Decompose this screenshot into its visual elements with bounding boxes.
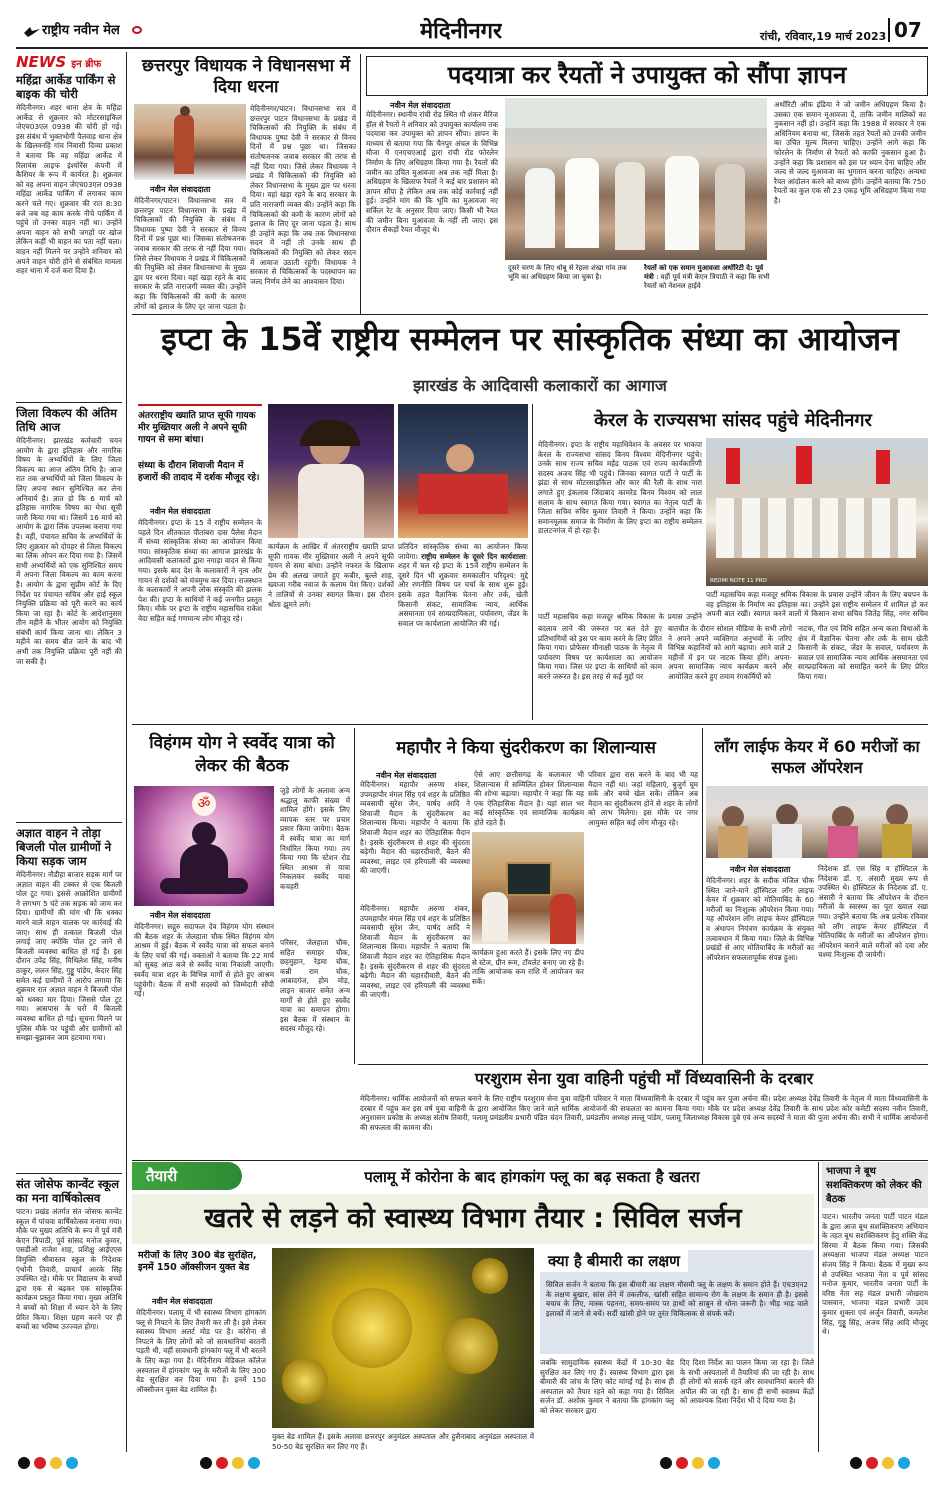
padyatra-byline: नवीन मेल संवाददाता [390, 101, 451, 110]
brief-label: इन ब्रीफ [71, 59, 102, 70]
ipta-body-2: कार्यक्रम के आखिर में अंतरराष्ट्रीय ख्याति प्राप्त सूफी गायक मीर मुख्तियार अली ने अपने सूफी गायन से समा बांधा। उन्होंने नफरत के खिलाफ प्रेम की अलख जगाते हुए कबीर, बुल्ले शाह, ख्वाजा गरीब नवाज के कलाम पेश किए। दर्शकों ने तालियों से उनका स्वागत किया। इस दौरान श्रोता झूमने लगे। [268, 542, 394, 609]
ipta-pull-1: अंतरराष्ट्रीय ख्याति प्राप्त सूफी गायक मीर मुख्तियार अली ने अपने सूफी गायन से समा बांधा। [138, 411, 256, 445]
ipta-body-1: मेदिनीनगर। इप्टा के 15 वें राष्ट्रीय सम्मेलन के पहले दिन शीतकाल पीतांबरा दास पैलेस मैदान में संध्या सांस्कृतिक संध्या का आयोजन किया गया। सांस्कृतिक संध्या का आगाज झारखंड के आदिवासी कलाकारों द्वारा नगाड़ा वादन से किया गया। इसके बाद देश के कलाकारों ने नृत्य और गायन से दर्शकों को मंत्रमुग्ध कर दिया। राजस्थान के कलाकारों ने अपनी लोक संस्कृति की झलक पेश की। इप्टा के साथियों ने कई जनगीत प्रस्तुत किए। मौके पर इप्टा के राष्ट्रीय महासचिव राकेश वेदा सहित कई गणमान्य लोग मौजूद रहे। [138, 518, 262, 623]
vihangam-body-bottom: परिसर, जेलहाता चौक, सहित समाहर चौक, छहमुहान, रेड़मा चौक, कन्नी राम चौक, आबादगंज, होम मोड़, लाइन बाजार समेत अन्य मार्गों से होते हुए स्वर्वेद यात्रा का समापन होगा। इस बैठक में संस्थान के सदस्य मौजूद रहे। [280, 938, 350, 1034]
vihangam-byline: नवीन मेल संवाददाता [150, 911, 211, 920]
foundation-stone-photo [472, 832, 584, 944]
padyatra-caption: दूसरे चरण के लिए धोबू से रेहला शंखा गांव तक भूमि का अधिग्रहण किया जा चुका है। [508, 264, 627, 281]
header-divider-icon [132, 26, 142, 34]
news-label: NEWS [16, 53, 67, 71]
corona-ribbon [132, 1162, 242, 1190]
corona-col-2: दिए दिशा निर्देश का पालन किया जा रहा है। जिले के सभी अस्पतालों में तैयारियां की जा रही है। साथ ही लोगों को सतर्क रहने और सावधानियां बरतने की अपील की जा रही है। साथ ही सभी स्वास्थ्य केंद्रों को आवश्यक दिशा निर्देश भी दे दिया गया है। [680, 1358, 814, 1406]
registration-mark-icon [898, 1457, 910, 1469]
mahapaur-headline: महापौर ने किया सुंदरीकरण का शिलान्यास [396, 738, 656, 758]
masthead [0, 0, 945, 48]
corona-pull: मरीजों के लिए 300 बेड सुरक्षित, इनमें 150 ऑक्सीजन युक्त बेड [138, 1250, 257, 1273]
mp-welcome-rally-photo [706, 438, 928, 586]
registration-mark-icon [692, 1457, 704, 1469]
registration-mark-icon [708, 1457, 720, 1469]
corona-headline-band [132, 1194, 814, 1244]
virus-illustration [272, 1248, 534, 1428]
kerala-col-2: बातचीत के दौरान सोशल मीडिया के सभी लोगों ने अपने अपने व्यक्तिगत अनुभवों के जरिए विभिन्न कहानियों को आगे बढ़ाया। आने वाले 2 महीनों में इन पर नाटक किया होंगे। अपना-अपना सामाजिक न्याय कार्यक्रम करने और आयोजित करने हुए तमाम रंगकर्मियों को [668, 624, 792, 681]
registration-mark-icon [216, 1457, 228, 1469]
symptoms-box-body: सिविल सर्जन ने बताया कि इस बीमारी का लक्षण मौसमी फ्लू के लक्षण के समान होते हैं। एच3एन2 के लक्षण बुखार, सांस लेने में तकलीफ, खांसी सहित सामान्य रोग के लक्षण के समान ही है। इससे बचाव के लिए, मास्क पहनना, समय-समय पर हाथों को साबुन से धोना जरूरी है। भीड़ भाड़ वाले इलाकों में जाने से बचें। सर्दी खांसी होने पर तुरंत चिकित्सक से संपर्क करें। [546, 1280, 808, 1318]
brief-headline: जिला विकल्प की अंतिम तिथि आज [16, 406, 117, 434]
registration-mark-icon [232, 1457, 244, 1469]
padyatra-headline-box [366, 56, 928, 96]
paper-name: राष्ट्रीय नवीन मेल [42, 23, 120, 38]
padyatra-body-right: अथॉरिटी ऑफ इंडिया ने जो जमीन अधिग्रहण किया है। उसका एक समान मुआवजा दें, ताकि जमीन मालिकों का नुकसान नहीं हो। उन्होंने कहा कि 1988 में सरकार ने एक अधिनियम बनाया था, जिसके तहत रैयतों को उनकी जमीन का उचित मूल्य मिलना चाहिए। उन्होंने आगे कहा कि फोरलेन के निर्माण से रैयतों को काफी नुकसान हुआ है। उन्होंने कहा कि प्रशासन को इस पर ध्यान देना चाहिए और जल्द से जल्द मुआवजा का भुगतान करना चाहिए। अन्यथा रैयत आंदोलन करने को बाध्य होंगे। उन्होंने बताया कि 750 रैयतों का कुल एक सौ 23 एकड़ भूमि अधिग्रहण किया गया है। [774, 100, 926, 205]
registration-mark-icon [850, 1457, 862, 1469]
brief-body: मेदिनीनगर। शहर थाना क्षेत्र के महिंद्रा आर्केड से शुक्रवार को मोटरसाइकिल जेएच03एल 0938 की चोरी हो गई। इस संबंध में भुक्तभोगी पैलवाड़ थाना क्षेत्र के खिलवनहि गांव निवासी दिव्या प्रकाश ने बताया कि वह महिंद्रा आर्केड में रिलायंस लाइफ इंश्योरेंस कंपनी में कैशियर के रूप में कार्यरत है। शुक्रवार को वह अपना वाहन जेएच03एल 0938 महिंद्रा आर्केड पार्किंग में लगाकर काम करने चले गए। शुक्रवार की रात 8:30 बजे जब वह काम करके नीचे पार्किंग में पहुंचे तो उनका वाहन नहीं था। उन्होंने अपना वाहन को सभी जगहों पर खोज लेकिन कहीं भी वाहन का पता नहीं चला। वाहन नहीं मिलने पर उन्होंने शनिवार को अपने वाहन चोरी होने से संबंधित मामला शहर थाना में दर्ज करा दिया है। [16, 103, 122, 276]
vihangam-body-right: जुड़े लोगों के अलावा अन्य श्रद्धालु काफी संख्या में शामिल होंगे। इसके लिए व्यापक स्तर पर प्रचार प्रसार किया जायेगा। बैठक में स्वर्वेद यात्रा का मार्ग निर्धारित किया गया। तय किया गया कि स्टेशन रोड स्थित आश्रम से यात्रा निकलकर स्वर्वेद यात्रा कचहरी [280, 786, 350, 891]
ipta-byline: नवीन मेल संवाददाता [150, 507, 211, 516]
registration-mark-icon [34, 1457, 46, 1469]
registration-mark-icon [66, 1457, 78, 1469]
dateline: रांची, रविवार,19 मार्च 2023 [760, 30, 887, 43]
registration-mark-icon [882, 1457, 894, 1469]
corona-kicker: पलामू में कोरोना के बाद हांगकांग फ्लू का बढ़ सकता है खतरा [364, 1168, 700, 1186]
long-life-body-right: निदेशक डॉ. एस सिंह व हॉस्पिटल के निदेशक डॉ. ए. अंसारी मुख्य रूप से उपस्थित थे। हॉस्पिटल के निदेशक डॉ. ए. अंसारी ने बताया कि ऑपरेशन के दौरान मरीजों के स्वास्थ्य का पूरा ख्याल रखा गया। उन्होंने बताया कि अब प्रत्येक रविवार को लॉंग लाइफ केयर हॉस्पिटल में मोतियाबिंद के मरीजों का ऑपरेशन होगा। ऑपरेशन कराने वाले मरीजों को दवा और चश्मा निःशुल्क दी जायेगी। [818, 864, 928, 960]
symptoms-box [540, 1250, 814, 1354]
long-life-byline: नवीन मेल संवाददाता [730, 865, 791, 874]
parshuram-body: मेदिनीनगर। धार्मिक आयोजनों को सफल बनाने के लिए राष्ट्रीय परशुराम सेना युवा वाहिनी परिवार ने माता विंध्यवासिनी के दरबार में पहुंच कर पूजा अर्चना की। प्रदेश अध्यक्ष देवेंद्र तिवारी के नेतृत्व में माता विंध्यवासिनी के दरबार में पहुंच कर इस वर्ष युवा वाहिनी के द्वारा आयोजित किए जाने वाले धार्मिक आयोजनों की सफलता का कामना किया गया। मौके पर प्रदेश अध्यक्ष देवेंद्र तिवारी के साथ प्रदेश कोर कमेटी सदस्य नवीन तिवारी, अनुशासन प्रकोष्ठ के अध्यक्ष संतोष तिवारी, पलामू प्रमंडलीय प्रभारी पंडित चंदन तिवारी, प्रमंडलीय अध्यक्ष लल्लू पांडेय, पलामू जिलाध्यक्ष विकास दुबे एवं अन्य सदस्यों ने माता की पूजा अर्चना की। सभी ने धार्मिक आयोजनों की सफलता की कामना की। [360, 1094, 928, 1132]
chhatarpur-headline: छत्तरपुर विधायक ने विधानसभा में दिया धरना [141, 56, 351, 97]
om-symbol-icon: ॐ [192, 792, 216, 816]
pull-quote-rule [138, 404, 262, 406]
registration-mark-icon [18, 1457, 30, 1469]
ipta-subheadline: झारखंड के आदिवासी कलाकारों का आगाज [413, 376, 667, 395]
kerala-body: मेदिनीनगर। इप्टा के राष्ट्रीय महाधिवेशन के अवसर पर भाकपा केरल के राज्यसभा सांसद बिनय विश्वम मेदिनीनगर पहुंचे। उनके साथ राज्य सचिव महेंद्र पाठक एवं राज्य कार्यकारिणी सदस्य अजय सिंह भी पहुंचे। जिनका स्वागत पार्टी ने पार्टी के झंडा से साथ मोटरसाइकिल और कार की रैली के साथ नारा लगाते हुए इंकलाब जिंदाबाद कामरेड बिनय विश्वम को लाल सलाम के साथ स्वागत किया गया। स्वागत का नेतृत्व पार्टी के जिला सचिव रुचिर कुमार तिवारी ने किया। उन्होंने कहा कि समानमूलक समाज के निर्माण के लिए इप्टा का राष्ट्रीय सम्मेलन डालटनगंज में हो रहा है। [538, 440, 702, 536]
mahapaur-body-mid: ऐसे आए छत्तीसगढ़ के कलाकार भी शिलान्यास में सम्मिलित होकर शिलान्यास की शोभा बढ़ाया। महापौर ने कहा कि यह एक ऐतिहासिक मैदान है। यहां साल भर कई सांस्कृतिक एवं सामाजिक कार्यक्रम होते रहते हैं। [474, 770, 584, 827]
ipta-headline: इप्टा के 15वें राष्ट्रीय सम्मेलन पर सांस्कृतिक संध्या का आयोजन [161, 320, 899, 358]
registration-mark-icon [676, 1457, 688, 1469]
mahapaur-body-right: परिवार द्वारा रास करने के बाद भी यह मैदान नहीं था। जहां महिलाएं, बुजुर्ग घूम सकें और बच्चे खेल सकें। लेकिन अब मैदान का सुंदरीकरण होने से शहर के लोगों को लाभ मिलेगा। इस मौके पर नगर आयुक्त सहित कई लोग मौजूद रहे। [588, 770, 698, 827]
ipta-pull-2: संध्या के दौरान शिवाजी मैदान में हजारों की तादाद में दर्शक मौजूद रहे। [138, 461, 260, 483]
registration-mark-icon [660, 1457, 672, 1469]
mahapaur-byline: नवीन मेल संवाददाता [376, 771, 437, 780]
page-number-divider [888, 18, 890, 42]
page-number: 07 [894, 18, 922, 42]
corona-col-1: जबकि सामुदायिक स्वास्थ्य केंद्रों में 10-30 बेड सुरक्षित कर लिए गए हैं। स्वास्थ्य विभाग द्वारा इस बीमारी की जांच के लिए कोट मांगई गई है। साथ ही अस्पताल को तैयार रहने को कहा गया है। सिविल सर्जन डॉ. अशोक कुमार ने बताया कि हांगकांग फ्लू को लेकर सरकार द्वारा [540, 1358, 674, 1415]
registration-mark-icon [248, 1457, 260, 1469]
meditation-illustration [134, 786, 274, 906]
brief-headline: अज्ञात वाहन ने तोड़ा बिजली पोल ग्रामीणों ने किया सड़क जाम [16, 826, 112, 868]
parshuram-headline: परशुराम सेना युवा वाहिनी पहुंची माँ विंध्यवासिनी के दरबार [474, 1069, 814, 1088]
kerala-body-wide: पार्टी महासचिव कहा मजदूर श्रमिक विकास के प्रयास उन्होंने जीवन के लिए बचपन के वह इतिहास के निर्माण का इतिहास का। उन्होंने इस राष्ट्रीय सम्मेलन में शामिल हो कर अपनी बात रखी। स्वागत करने वालों में किसान सभा सचिव जितेंद्र सिंह, नगर सचिव [706, 590, 928, 618]
bird-logo-icon [24, 22, 40, 41]
kerala-headline: केरल के राज्यसभा सांसद पहुंचे मेदिनीनगर [594, 410, 872, 431]
bjp-body: पाटन। भारतीय जनता पार्टी पाटन मंडल के द्वारा आज बूथ सशक्तिकरण अभियान के तहत बूथ सशक्तिकरण हेतु शक्ति केंद्र सिरमा में बैठक किया गया। जिसकी अध्यक्षता भाजपा मंडल अध्यक्ष पाटन संजय सिंह ने किया। बैठक में मुख्य रूप से उपस्थित भाजपा नेता व पूर्व सांसद मनोज कुमार, भारतीय जनता पार्टी के वरिष्ठ नेता सह मंडल प्रभारी जोखराय पासवान, भाजपा मंडल प्रभारी उदय कुमार शुक्ला एवं अर्जुन तिवारी, कमलेश सिंह, गुड्डू सिंह, अजय सिंह आदि मौजूद थे। [822, 1212, 928, 1337]
long-life-body: मेदिनीनगर। शहर के सदीक मंजिल चौक स्थित जाने-माने हॉस्पिटल लॉंग लाइफ केयर में शुक्रवार को मोतियाबिंद के 60 मरीजों का निःशुल्क ऑपरेशन किया गया। यह ऑपरेशन लॉंग लाइफ केयर हॉस्पिटल व अंधापन नियंत्रण कार्यक्रम के संयुक्त तत्वावधान में किया गया। जिले के विभिन्न प्रखंडों से आए मोतियाबिंद के मरीजों का ऑपरेशन सफलतापूर्वक संपन्न हुआ। [706, 876, 814, 962]
brief-body: मेदिनीनगर। झारखंड कर्मचारी चयन आयोग के द्वारा इतिहास और नागरिक विषय के अभ्यर्थियों के लिए जिला विकल्प का आज अंतिम तिथि है। आज रात तक अभ्यर्थियों को जिला विकल्प के लिए अपना स्थान सुनिश्चित कर लेना अनिवार्य है। ज्ञात हो कि 6 मार्च को इतिहास नागरिक विषय का मेधा सूची जारी किया गया था। जिसमें 16 मार्च को आयोग के द्वारा लिंक उपलब्ध कराया गया है। वहीं, पंचायत सचिव के अभ्यर्थियों के लिए शुक्रवार को दोपहर से जिला विकल्प का लिंक ओपन कर दिया गया है। जिसमें सभी अभ्यर्थियों को एक सुनिश्चित समय में अपना जिला विकल्प का काम करना है। आयोग के द्वारा सुप्रीम कोर्ट के दिए निर्देश पर पंचायत सचिव और हाई स्कूल नियुक्ति प्रक्रिया को पूरी करने का कार्य किया जा रहा है। कोर्ट के आदेशानुसार तीन महीने के भीतर आयोग को नियुक्ति संबंधी कार्य किया जाना था। लेकिन 3 महीने का समय बीत जाने के बाद भी अभी तक नियुक्ति प्रक्रिया पूरी नहीं की जा सकी है। [16, 436, 122, 666]
padyatra-headline: पदयात्रा कर रैयतों ने उपायुक्त को सौंपा ज्ञापन [447, 61, 847, 89]
padyatra-caption-2: रैयतों को एक समान मुआवजा अथॉरिटी दे: पूर्व मंत्री : वहीं पूर्व मंत्री केएन त्रिपाठी ने कहा कि सभी रैयतों को नेशनल हाईवे [644, 264, 770, 290]
long-life-headline: लॉंग लाईफ केयर में 60 मरीजों का सफल ऑपरेशन [714, 737, 920, 777]
mahapaur-body-left-lower: मेदिनीनगर। महापौर अरुणा शंकर, उपमहापौर मंगल सिंह एवं शहर के प्रतिष्ठित व्यवसायी सुरेश जैन, पार्षद आदि ने शिवाजी मैदान के सुंदरीकरण का शिलान्यास किया। महापौर ने बताया कि शिवाजी मैदान शहर का ऐतिहासिक मैदान है। इसके सुंदरीकरण से शहर की सुंदरता बढ़ेगी। मैदान की चहारदीवारी, बैठने की व्यवस्था, लाइट एवं हरियाली की व्यवस्था की जाएगी। [360, 904, 470, 1000]
registration-mark-icon [50, 1457, 62, 1469]
news-brief-label [16, 52, 122, 71]
corona-caption-strip: युक्त बेड शामिल हैं। इसके अलावा छत्तरपुर अनुमंडल अस्पताल और हुसैनाबाद अनुमंडल अस्पताल में 50-50 बेड सुरक्षित कर लिए गए हैं। [272, 1432, 534, 1451]
padyatra-rally-photo [505, 98, 767, 260]
kerala-col-1: बदलाव लाने की जरूरत पर बल देते हुए प्रतिभागियों को इस पर काम करने के लिए प्रेरित किया गया। प्रोफेसर मीनाक्षी पाठक के नेतृत्व में पर्यावरण विषय पर कार्यशाला का आयोजन किया गया। जिस पर इप्टा के साथियों को काम करने जरूरत है। इस तरह से कई मुद्दों पर [538, 624, 662, 681]
news-brief-sidebar [16, 52, 122, 1452]
padyatra-body: मेदिनीनगर। स्थानीय रांची रोड स्थित गौ शंकर मैरिज हॉल से रैयतों ने शनिवार को उपायुक्त कार्यालय तक पदयात्रा कर उपायुक्त को ज्ञापन सौंपा। ज्ञापन के माध्यम से बताया गया कि चैनपुर अंचल के विभिन्न मौजा में एनएचएआई द्वारा रांची रोड फोरलेन निर्माण के लिए अधिग्रहण किया गया है। रैयतों की जमीन का उचित मुआवजा अब तक नहीं मिला है। अधिग्रहण के खिलाफ रैयतों ने कई बार प्रशासन को ज्ञापन सौंपा है लेकिन अब तक कोई कार्रवाई नहीं हुई। उन्होंने मांग की कि भूमि का मुआवजा नए सर्किल रेट के अनुसार दिया जाए। किसी भी रैयत की जमीन बिना मुआवजा के नहीं ली जाए। इस दौरान सैकड़ों रैयत मौजूद थे। [366, 110, 498, 235]
vihangam-headline: विहंगम योग ने स्वर्वेद यात्रा को लेकर की बैठक [149, 733, 335, 776]
mahapaur-body-bottom: कार्यक्रम हुआ करते हैं। इसके लिए नए डीप से स्टेज, ग्रीन रूम, टॉयलेट बनाए जा रहे हैं। ताकि आयोजक कम राशि में आयोजन कर सकें। [472, 948, 584, 986]
corona-ribbon-label: तैयारी [146, 1167, 178, 1185]
ipta-body-3: प्रतिदिन सांस्कृतिक संध्या का आयोजन किया जायेगा। राष्ट्रीय सम्मेलन के दूसरे दिन कार्यशाला: शहर में चल रहे इप्टा के 15वें राष्ट्रीय सम्मेलन के दूसरे दिन भी शुक्रवार समकालीन परिदृश्य: मुद्दे और रणनीति विषय पर चर्चा के साथ शुरू हुई। इसके तहत वैज्ञानिक चेतना और तर्क, खेती किसानी संकट, सामाजिक न्याय, आर्थिक असमानता एवं साम्प्रदायिकता, पर्यावरण, जेंडर के सवाल पर कार्यशाला आयोजित की गई। [398, 542, 528, 628]
corona-headline: खतरे से लड़ने को स्वास्थ्य विभाग तैयार : सिविल सर्जन [204, 1203, 742, 1234]
sufi-singer-photo [268, 404, 394, 538]
bjp-headline-box [822, 1162, 928, 1208]
corona-byline: नवीन मेल संवाददाता [152, 1297, 213, 1306]
kerala-body-wide-left: पार्टी महासचिव कहा मजदूर श्रमिक विकास के प्रयास उन्होंने [538, 612, 702, 621]
bjp-headline: भाजपा ने बूथ सशक्तिकरण को लेकर की बैठक [826, 1166, 922, 1205]
corona-body: मेदिनीनगर। पलामू में भी स्वास्थ्य विभाग हांगकांग फ्लू से निपटने के लिए तैयारी कर ली है। इसे लेकर स्वास्थ्य विभाग अलर्ट मोड पर है। कोरोना से निपटने के लिए लोगों को जो सावधानियां बरतनी पड़ती थी, वहीं सावधानी हांगकांग फ्लू में भी बरतने के लिए कहा गया है। मेदिनीराय मेडिकल कॉलेज अस्पताल में हांगकांग फ्लू के मरीजों के लिए 300 बेड सुरक्षित कर दिया गया है। इनमें 150 ऑक्सीजन युक्त बेड शामिल हैं। [136, 1308, 266, 1394]
kerala-col-3: नाटक, गीत एवं विधि सहित अन्य कला विधाओं के क्षेत्र में वैज्ञानिक चेतना और तर्क के साथ खेती किसानी के संकट, जेंडर के सवाल, पर्यावरण के सवाल एवं सामाजिक न्याय आर्थिक असमानता एवं साम्प्रदायिकता को समाहित करने के लिए प्रेरित किया गया। [798, 624, 928, 681]
photo-credit: REDMI NOTE 11 PRO [710, 578, 767, 584]
chhatarpur-body-col2: मेदिनीनगर/पाटन। विधानसभा सत्र में छत्तरपुर पाटन विधानसभा के प्रखंड में चिकित्सकों की नियुक्ति के संबंध में विधायक पुष्पा देवी ने सरकार से विनय दिनों में प्रश्न पूछा था। जिसका संतोषजनक जवाब सरकार की तरफ से नहीं दिया गया। जिसे लेकर विधायक ने प्रखंड में चिकित्सकों की नियुक्ति को लेकर विधानसभा के मुख्य द्वार पर धरना दिया। वहां खड़ा रहने के बाद सरकार के प्रति नाराजगी व्यक्त की। उन्होंने कहा कि चिकित्सकों की कमी के कारण लोगों को इलाज के लिए दूर जाना पड़ता है। साथ ही उन्होंने कहा कि जब तक विधानसभा सदन में नहीं तो उनके साथ ही चिकित्सकों की नियुक्ति को लेकर सदन में आवाज उठाती रहूंगी। विधायक ने सरकार से चिकित्सकों के पदस्थापन का जल्द निर्णय लेने का आश्वासन दिया। [250, 104, 356, 286]
registration-mark-icon [866, 1457, 878, 1469]
chhatarpur-byline: नवीन मेल संवाददाता [150, 185, 211, 194]
patients-photo [706, 786, 928, 858]
symptoms-box-title: क्या है बीमारी का लक्षण [540, 1250, 688, 1272]
vihangam-body: मेदिनीनगर। सद्गुरु सदाफल देव विहंगम योग संस्थान की बैठक शहर के जेलहाता चौक स्थित विहंगम योग आश्रम में हुई। बैठक में स्वर्वेद यात्रा को सफल बनाने के लिए चर्चा की गई। वक्ताओं ने बताया कि 22 मार्च को सुबह आठ बजे से स्वर्वेद यात्रा निकाली जाएगी। स्वर्वेद यात्रा शहर के विभिन्न मार्गों से होते हुए आश्रम पहुंचेगी। बैठक में सभी सदस्यों को जिम्मेदारी सौंपी गई। [134, 922, 274, 999]
section-name: मेदिनीनगर [420, 19, 503, 44]
assembly-protest-photo [134, 104, 246, 180]
brief-headline: महिंद्रा आर्केड पार्किंग से बाइक की चोरी [16, 73, 116, 101]
registration-mark-icon [200, 1457, 212, 1469]
brief-body: पाटन। प्रखंड अंतर्गत संत जोसफ कान्वेंट स्कूल में पांचवा वार्षिकोत्सव मनाया गया। मौके पर मुख्य अतिथि के रूप में पूर्व मंत्री केएन त्रिपाठी, पूर्व सांसद मनोज कुमार, एसडीओ राजेश शाह, प्रशिक्षु आईएएस विमुक्ति श्रीवास्तव स्कूल के निदेशक एंथोनी तिवारी, प्राचार्य आरके सिंह उपस्थित रहे। मौके पर विद्यालय के बच्चों द्वारा एक से बढ़कर एक सांस्कृतिक कार्यक्रम प्रस्तुत किया गया। मुख्य अतिथि ने बच्चों को शिक्षा में ध्यान देने के लिए प्रेरित किया। शिक्षा ग्रहण करने पर ही बच्चों का भविष्य उज्ज्वल होगा। [16, 1207, 122, 1332]
chhatarpur-body: मेदिनीनगर/पाटन। विधानसभा सत्र में छत्तरपुर पाटन विधानसभा के प्रखंड में चिकित्सकों की नियुक्ति के संबंध में विधायक पुष्पा देवी ने सरकार से विनय दिनों में प्रश्न पूछा था। जिसका संतोषजनक जवाब सरकार की तरफ से नहीं दिया गया। जिसे लेकर विधायक ने प्रखंड में चिकित्सकों की नियुक्ति को लेकर विधानसभा के मुख्य द्वार पर धरना दिया। वहां खड़ा रहने के बाद सरकार के प्रति नाराजगी व्यक्त की। उन्होंने कहा कि चिकित्सकों की कमी के कारण लोगों को इलाज के लिए दूर जाना पड़ता है। [134, 196, 246, 310]
mahapaur-body: मेदिनीनगर। महापौर अरुणा शंकर, उपमहापौर मंगल सिंह एवं शहर के प्रतिष्ठित व्यवसायी सुरेश जैन, पार्षद आदि ने शिवाजी मैदान के सुंदरीकरण का शिलान्यास किया। महापौर ने बताया कि शिवाजी मैदान शहर का ऐतिहासिक मैदान है। इसके सुंदरीकरण से शहर की सुंदरता बढ़ेगी। मैदान की चहारदीवारी, बैठने की व्यवस्था, लाइट एवं हरियाली की व्यवस्था की जाएगी। [360, 780, 470, 876]
brief-headline: संत जोसेफ कान्वेंट स्कूल का मना वार्षिकोत्सव [16, 1177, 120, 1205]
print-registration-marks [0, 1457, 945, 1471]
brief-body: मेदिनीनगर। नौडीहा बाजार सड़क मार्ग पर अज्ञात वाहन की टक्कर से एक बिजली पोल टूट गया। इससे आक्रोशित ग्रामीणों ने लगभग 5 घंटे तक सड़क को जाम कर दिया। ग्रामीणों की मांग थी कि धक्का मारने वाले वाहन चालक पर कार्रवाई की जाए। साथ ही तत्काल बिजली पोल लगाई जाए क्योंकि पोल टूट जाने से बिजली व्यवस्था बाधित हो गई है। इस दौरान उपेंद्र सिंह, मिथिलेश सिंह, मनीष ठाकुर, ललन सिंह, गुड्डू पांडेय, केदार सिंह समेत कई ग्रामीणों ने आरोप लगाया कि शुक्रवार रात अज्ञात वाहन ने बिजली पोल को धक्का मार दिया। जिससे पोल टूट गया। आसपास के घरों में बिजली व्यवस्था बाधित हो गई। सूचना मिलने पर पुलिस मौके पर पहुंची और ग्रामीणों को समझा-बुझाकर जाम हटवाया गया। [16, 870, 122, 1043]
stage-performance-photo [398, 404, 528, 538]
